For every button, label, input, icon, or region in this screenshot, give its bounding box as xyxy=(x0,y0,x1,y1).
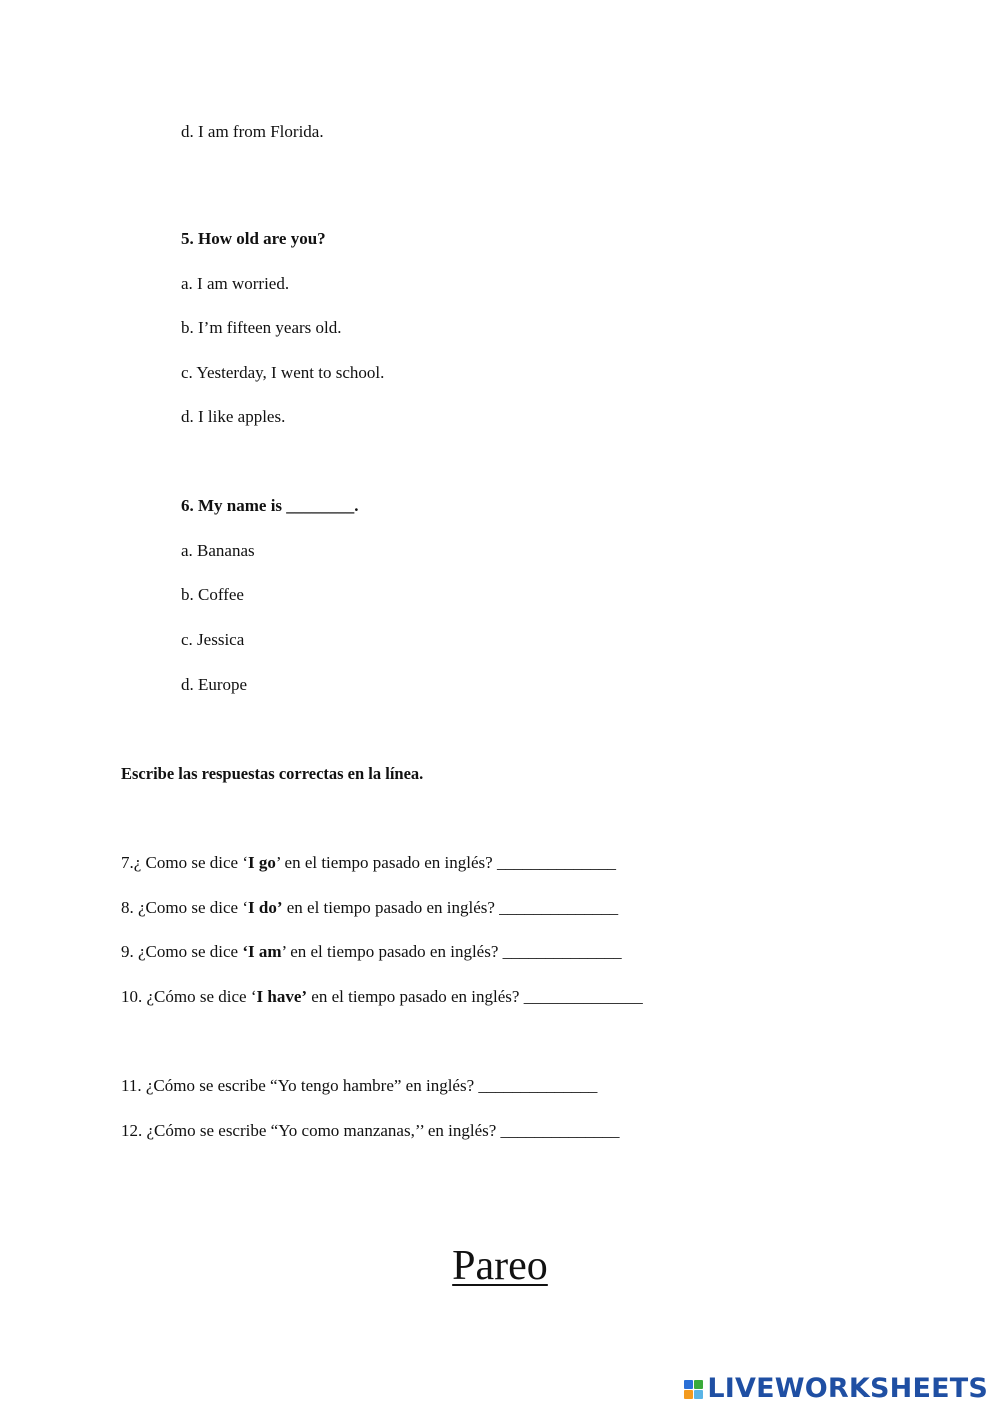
write-question-12: 12. ¿Cómo se escribe “Yo como manzanas,’’ en inglés? ______________ xyxy=(121,1121,620,1140)
liveworksheets-logo-text: LIVEWORKSHEETS xyxy=(707,1373,988,1404)
fill-question-10-bold: I have’ xyxy=(256,987,308,1006)
fill-question-8-pre: 8. ¿Como se dice ‘ xyxy=(121,898,248,917)
fill-question-7-post: ’ en el tiempo pasado en inglés? ______________ xyxy=(275,853,616,872)
fill-question-10-pre: 10. ¿Cómo se dice ‘ xyxy=(121,987,257,1006)
fill-question-8-bold: I do’ xyxy=(248,898,283,917)
fill-question-8 xyxy=(121,898,618,918)
fill-question-7 xyxy=(121,853,616,873)
fill-question-9-post: ’ en el tiempo pasado en inglés? ______________ xyxy=(281,942,622,961)
q6-option-b: b. Coffee xyxy=(181,585,244,604)
write-question-11: 11. ¿Cómo se escribe “Yo tengo hambre” en inglés? ______________ xyxy=(121,1076,598,1095)
fill-question-9-pre: 9. ¿Como se dice xyxy=(121,942,243,961)
q5-option-c: c. Yesterday, I went to school. xyxy=(181,363,385,382)
fill-question-9 xyxy=(121,942,622,962)
q4-option-d: d. I am from Florida. xyxy=(181,122,324,141)
section-title-pareo: Pareo xyxy=(452,1243,548,1289)
q5-option-a: a. I am worried. xyxy=(181,274,290,293)
liveworksheets-watermark xyxy=(684,1372,988,1406)
fill-question-7-bold: I go xyxy=(248,853,276,872)
q6-option-a: a. Bananas xyxy=(181,541,255,560)
section-instruction: Escribe las respuestas correctas en la línea. xyxy=(121,764,424,783)
q6-question: 6. My name is ________. xyxy=(181,496,359,515)
q6-option-d: d. Europe xyxy=(181,675,248,694)
fill-question-7-pre: 7.¿ Como se dice ‘ xyxy=(121,853,248,872)
q6-option-c: c. Jessica xyxy=(181,630,245,649)
liveworksheets-logo-icon xyxy=(684,1380,703,1399)
q5-option-d: d. I like apples. xyxy=(181,407,286,426)
fill-question-9-bold: ‘I am xyxy=(242,942,282,961)
fill-question-10 xyxy=(121,987,643,1007)
fill-question-10-post: en el tiempo pasado en inglés? ______________ xyxy=(307,987,643,1006)
q5-question: 5. How old are you? xyxy=(181,229,326,248)
fill-question-8-post: en el tiempo pasado en inglés? ______________ xyxy=(282,898,619,917)
q5-option-b: b. I’m fifteen years old. xyxy=(181,318,342,337)
